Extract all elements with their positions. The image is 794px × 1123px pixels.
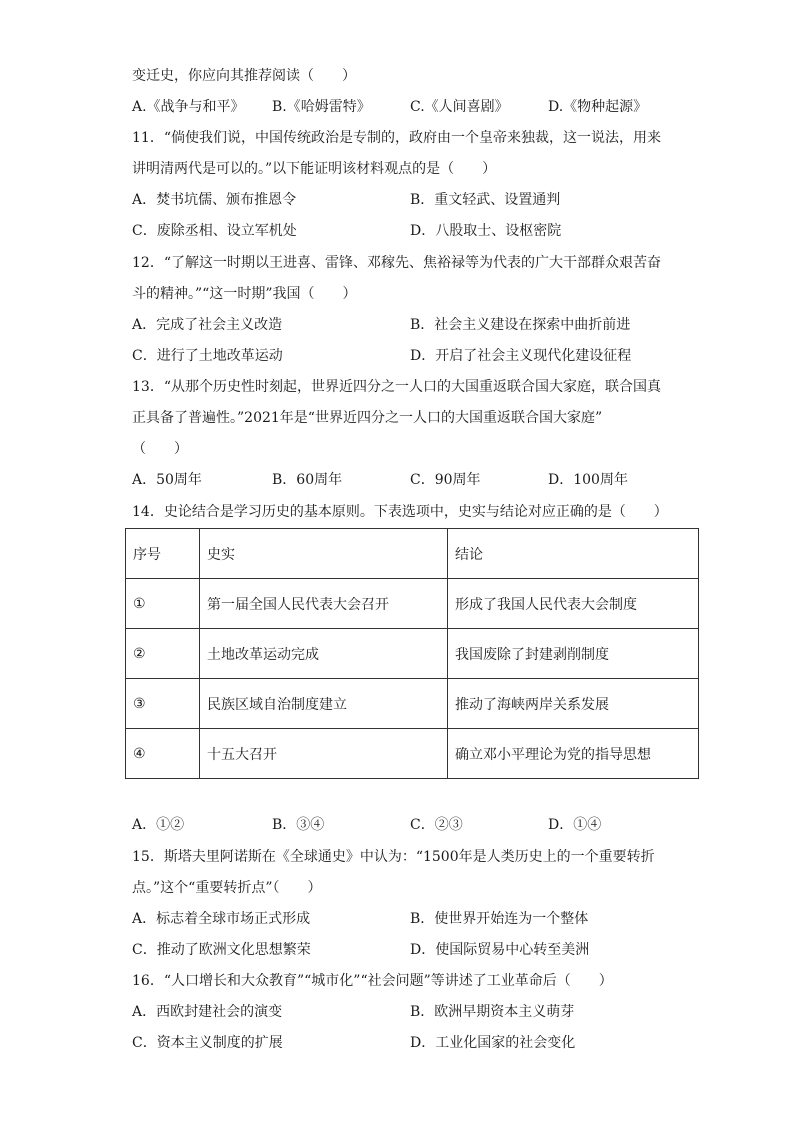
table-row: [126, 579, 699, 629]
q11-option-a: A．焚书坑儒、颁布推恩令: [132, 192, 297, 208]
q16-option-c: C．资本主义制度的扩展: [132, 1035, 283, 1051]
q10-stem-tail: 变迁史，你应向其推荐阅读（ ）: [132, 68, 356, 84]
q11-option-d: D．八股取士、设枢密院: [410, 223, 562, 239]
q13-option-c: C．90周年: [410, 472, 481, 488]
q11-option-c: C．废除丞相、设立军机处: [132, 223, 297, 239]
table-cell: 我国废除了封建剥削制度: [448, 629, 699, 679]
q13-option-d: D．100周年: [548, 472, 628, 488]
table-header-cell: 史实: [200, 529, 448, 579]
q12-option-a: A．完成了社会主义改造: [132, 317, 283, 333]
q10-option-c: C.《人间喜剧》: [410, 99, 509, 115]
table-row: [126, 729, 699, 779]
q13-stem-line3: （ ）: [132, 441, 188, 457]
q14-option-d: D．①④: [548, 817, 602, 833]
q16-stem-line1: 16．“人口增长和大众教育”“城市化”“社会问题”等讲述了工业革命后（ ）: [132, 973, 613, 989]
q11-stem-line2: 讲明清两代是可以的。”以下能证明该材料观点的是（ ）: [132, 161, 497, 177]
q14-option-b: B．③④: [272, 817, 325, 833]
table-cell: 十五大召开: [200, 729, 448, 779]
q15-stem-line1: 15．斯塔夫里阿诺斯在《全球通史》中认为：“1500年是人类历史上的一个重要转折: [132, 849, 655, 865]
table-cell: 第一届全国人民代表大会召开: [200, 579, 448, 629]
table-cell: ①: [126, 579, 200, 629]
q13-option-a: A．50周年: [132, 472, 202, 488]
table-row: [126, 679, 699, 729]
q14-stem-line1: 14．史论结合是学习历史的基本原则。下表选项中，史实与结论对应正确的是（ ）: [132, 504, 668, 520]
q11-option-b: B．重文轻武、设置通判: [410, 192, 561, 208]
q16-option-a: A．西欧封建社会的演变: [132, 1004, 283, 1020]
table-cell: 推动了海峡两岸关系发展: [448, 679, 699, 729]
history-table: [125, 528, 699, 779]
q16-option-b: B．欧洲早期资本主义萌芽: [410, 1004, 575, 1020]
q12-option-b: B．社会主义建设在探索中曲折前进: [410, 317, 631, 333]
q11-stem-line1: 11．“倘使我们说，中国传统政治是专制的，政府由一个皇帝来独裁，这一说法，用来: [132, 130, 661, 146]
q12-option-d: D．开启了社会主义现代化建设征程: [410, 348, 632, 364]
table-header-cell: 序号: [126, 529, 200, 579]
table-header-row: [126, 529, 699, 579]
table-cell: 民族区域自治制度建立: [200, 679, 448, 729]
table-cell: ④: [126, 729, 200, 779]
table-cell: ②: [126, 629, 200, 679]
q16-option-d: D．工业化国家的社会变化: [410, 1035, 576, 1051]
table-cell: 确立邓小平理论为党的指导思想: [448, 729, 699, 779]
q14-option-a: A．①②: [132, 817, 185, 833]
q14-option-c: C．②③: [410, 817, 463, 833]
q13-option-b: B．60周年: [272, 472, 343, 488]
q15-option-a: A．标志着全球市场正式形成: [132, 911, 311, 927]
table-row: [126, 629, 699, 679]
q12-stem-line2: 斗的精神。”“这一时期”我国（ ）: [132, 286, 357, 302]
q10-option-d: D.《物种起源》: [548, 99, 648, 115]
table-cell: 形成了我国人民代表大会制度: [448, 579, 699, 629]
q15-option-c: C．推动了欧洲文化思想繁荣: [132, 942, 311, 958]
q13-stem-line2: 正具备了普遍性。”2021年是“世界近四分之一人口的大国重返联合国大家庭”: [132, 410, 603, 426]
table-cell: 土地改革运动完成: [200, 629, 448, 679]
q15-option-b: B．使世界开始连为一个整体: [410, 911, 589, 927]
table-header-cell: 结论: [448, 529, 699, 579]
table-cell: ③: [126, 679, 200, 729]
q15-option-d: D．使国际贸易中心转至美洲: [410, 942, 590, 958]
q10-option-b: B.《哈姆雷特》: [272, 99, 371, 115]
q12-stem-line1: 12．“了解这一时期以王进喜、雷锋、邓稼先、焦裕禄等为代表的广大干部群众艰苦奋: [132, 255, 661, 271]
q10-option-a: A.《战争与和平》: [132, 99, 245, 115]
q15-stem-line2: 点。”这个“重要转折点”（ ）: [132, 880, 322, 896]
q12-option-c: C．进行了土地改革运动: [132, 348, 283, 364]
q13-stem-line1: 13．“从那个历史性时刻起，世界近四分之一人口的大国重返联合国大家庭，联合国真: [132, 379, 661, 395]
